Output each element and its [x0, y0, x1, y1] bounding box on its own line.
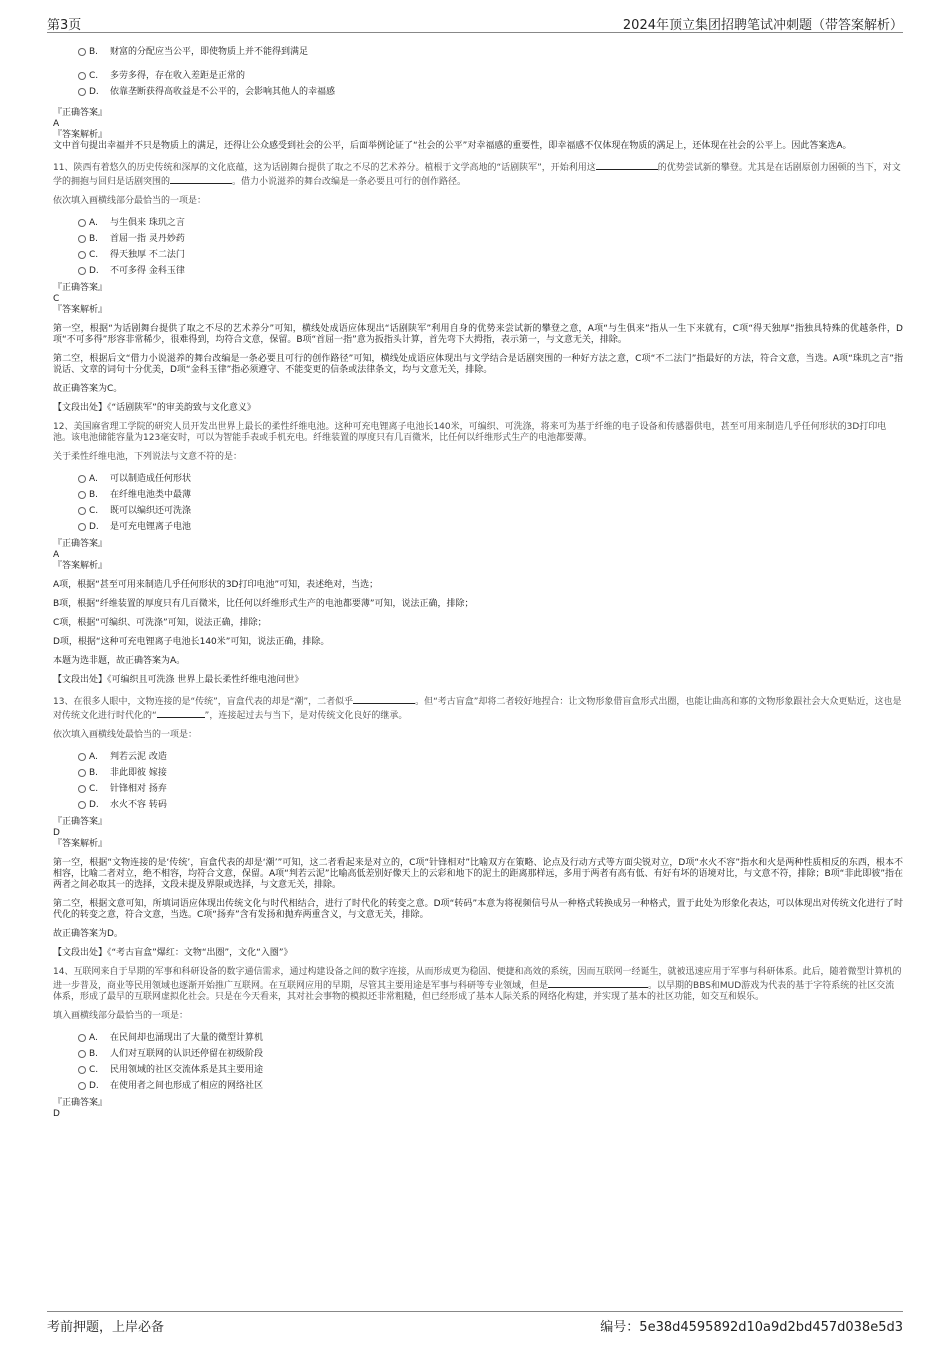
answer-label: 『正确答案』 [53, 108, 108, 118]
radio-icon[interactable] [78, 753, 86, 761]
radio-icon[interactable] [78, 1050, 86, 1058]
analysis-text: A项，根据“甚至可用来制造几乎任何形状的3D打印电池”可知，表述绝对，当选； [53, 580, 379, 590]
option-b[interactable]: B. 人们对互联网的认识还停留在初级阶段 [53, 1046, 903, 1062]
conclusion-text: 故正确答案为C。 [53, 384, 123, 394]
blank-line [157, 708, 205, 718]
page-number: 第3页 [47, 18, 82, 33]
question-stem: 11、陕西有着悠久的历史传统和深厚的文化底蕴，这为话剧舞台提供了取之不尽的艺术养分。植根于文学高地的“话剧陕军”，开始利用这 的优势尝试新的攀登。尤其是在话剧原创力困顿的当下，对文学的拥抱与回归是话剧突围的 。借力小说滋养的舞台改编是一条必要且可行的创作路径。 [53, 160, 903, 188]
question-13 [53, 694, 903, 959]
question-prompt: 依次填入画横线处最恰当的一项是： [53, 730, 198, 740]
radio-icon[interactable] [78, 785, 86, 793]
blank-line [353, 694, 415, 704]
question-14 [53, 967, 903, 1120]
analysis-text: D项，根据“这种可充电锂离子电池长140米”可知，说法正确，排除。 [53, 637, 330, 647]
answer-value: A [53, 119, 60, 129]
conclusion-text: 本题为选非题，故正确答案为A。 [53, 656, 186, 666]
analysis-label: 『答案解析』 [53, 305, 108, 315]
option-c[interactable]: C. 多劳多得，存在收入差距是正常的 [53, 68, 903, 84]
analysis-label: 『答案解析』 [53, 130, 108, 140]
option-b[interactable]: B. 财富的分配应当公平，即使物质上并不能得到满足 [53, 44, 903, 60]
radio-icon[interactable] [78, 72, 86, 80]
option-b[interactable]: B. 首屈一指 灵丹妙药 [53, 231, 903, 247]
option-a[interactable]: A. 与生俱来 珠玑之言 [53, 215, 903, 231]
document-content [53, 44, 903, 1120]
answer-value: D [53, 828, 60, 838]
source-line: 【文段出处】《可编织且可洗涤 世界上最长柔性纤维电池问世》 [53, 675, 304, 685]
footer-slogan: 考前押题，上岸必备 [47, 1320, 165, 1335]
question-stem: 14、互联网来自于早期的军事和科研设备的数字通信需求，通过构建设备之间的数字连接，从而形成更为稳固、便捷和高效的系统，因而互联网一经诞生，就被迅速应用于军事与科研体系。此后，随着微型计算机的进一步普及，商业等民用领域也逐渐开始推广互联网。在互联网应用的早期，尽管其主要用途是军事与科研等专业领域，但是 。以早期的BBS和MUD游戏为代表的基于字符系统的社区交流体系，形成了最早的互联网虚拟化社会。只是在今天看来，其对社会事物的模拟还非常粗糙，但已经形成了基本人际关系的网络化构建，并实现了基本的社区功能，如交互和娱乐。 [53, 967, 902, 1002]
analysis-text: 第二空，根据文意可知，所填词语应体现出传统文化与时代相结合，进行了时代化的转变之意。D项“转码”本意为将视频信号从一种格式转换成另一种格式，置于此处为形象化表达，可以体现出对传统文化进行了时代化的转变之意，符合文意，当选。C项“扬弃”含有发扬和抛弃两重含义，与文意无关，排除。 [53, 899, 903, 920]
option-d[interactable]: D. 是可充电锂离子电池 [53, 519, 903, 535]
option-b[interactable]: B. 在纤维电池类中最薄 [53, 487, 903, 503]
option-c[interactable]: C. 民用领域的社区交流体系是其主要用途 [53, 1062, 903, 1078]
option-d[interactable]: D. 水火不容 转码 [53, 797, 903, 813]
answer-label: 『正确答案』 [53, 1098, 108, 1108]
radio-icon[interactable] [78, 475, 86, 483]
option-a[interactable]: A. 可以制造成任何形状 [53, 471, 903, 487]
radio-icon[interactable] [78, 769, 86, 777]
answer-label: 『正确答案』 [53, 539, 108, 549]
radio-icon[interactable] [78, 267, 86, 275]
answer-label: 『正确答案』 [53, 817, 108, 827]
option-a[interactable]: A. 在民间却也涌现出了大量的微型计算机 [53, 1030, 903, 1046]
blank-line [170, 174, 232, 184]
analysis-text: B项，根据“纤维装置的厚度只有几百微米，比任何以纤维形式生产的电池都要薄”可知，说法正确，排除； [53, 599, 474, 609]
analysis-text: 第二空，根据后文“借力小说滋养的舞台改编是一条必要且可行的创作路径”可知，横线处成语应体现出与文学结合是话剧突围的一种好方法之意，C项“不二法门”指最好的方法，符合文意，当选。A项“珠玑之言”指说话、文章的词句十分优美，D项“金科玉律”指必须遵守、不能变更的信条或法律条文，均与文意无关，排除。 [53, 354, 903, 375]
option-c[interactable]: C. 得天独厚 不二法门 [53, 247, 903, 263]
page-header [47, 12, 903, 33]
radio-icon[interactable] [78, 1066, 86, 1074]
option-d[interactable]: D. 不可多得 金科玉律 [53, 263, 903, 279]
radio-icon[interactable] [78, 219, 86, 227]
analysis-text: 第一空，根据“为话剧舞台提供了取之不尽的艺术养分”可知，横线处成语应体现出“话剧陕军”利用自身的优势来尝试新的攀登之意，A项“与生俱来”指从一生下来就有，C项“得天独厚”指独具特殊的优越条件，D项“不可多得”形容非常稀少，很难得到，均符合文意，保留。B项“首屈一指”意为扳指头计算，首先弯下大拇指，表示第一，与文意无关，排除。 [53, 324, 903, 345]
radio-icon[interactable] [78, 1082, 86, 1090]
question-10 [53, 44, 903, 152]
radio-icon[interactable] [78, 507, 86, 515]
radio-icon[interactable] [78, 88, 86, 96]
source-line: 【文段出处】《“话剧陕军”的审美韵致与文化意义》 [53, 403, 256, 413]
option-d[interactable]: D. 在使用者之间也形成了相应的网络社区 [53, 1078, 903, 1094]
question-prompt: 关于柔性纤维电池，下列说法与文意不符的是： [53, 452, 243, 462]
source-line: 【文段出处】《“考古盲盒”爆红：文物“出圈”，文化“入圈”》 [53, 948, 293, 958]
answer-label: 『正确答案』 [53, 283, 108, 293]
radio-icon[interactable] [78, 801, 86, 809]
radio-icon[interactable] [78, 251, 86, 259]
blank-line [596, 160, 658, 170]
answer-value: C [53, 294, 60, 304]
radio-icon[interactable] [78, 235, 86, 243]
option-c[interactable]: C. 既可以编织还可洗涤 [53, 503, 903, 519]
radio-icon[interactable] [78, 491, 86, 499]
option-c[interactable]: C. 针锋相对 扬弃 [53, 781, 903, 797]
option-a[interactable]: A. 判若云泥 改造 [53, 749, 903, 765]
analysis-text: 第一空，根据“文物连接的是‘传统’，盲盒代表的却是‘潮’”可知，这二者看起来是对立的，C项“针锋相对”比喻双方在策略、论点及行动方式等方面尖锐对立，D项“水火不容”指水和火是两种性质相反的东西，根本不相容，比喻二者对立，绝不相容，均符合文意，保留。A项“判若云泥”比喻高低差别好像天上的云彩和地下的泥土的距离那样远，多用于两者有高有低、有好有坏的语境对比，与文意不符，排除；B项“非此即彼”指在两者之间必取其一的选择，文段未提及界限或选择，与文意无关，排除。 [53, 858, 903, 890]
analysis-label: 『答案解析』 [53, 839, 108, 849]
radio-icon[interactable] [78, 523, 86, 531]
analysis-text: C项，根据“可编织、可洗涤”可知，说法正确，排除； [53, 618, 267, 628]
question-prompt: 填入画横线部分最恰当的一项是： [53, 1011, 189, 1021]
document-code: 编号：5e38d4595892d10a9d2bd457d038e5d3 [600, 1320, 903, 1335]
question-12 [53, 422, 903, 686]
radio-icon[interactable] [78, 48, 86, 56]
question-prompt: 依次填入画横线部分最恰当的一项是： [53, 196, 207, 206]
question-11 [53, 160, 903, 414]
answer-value: D [53, 1109, 60, 1119]
option-d[interactable]: D. 依靠垄断获得高收益是不公平的，会影响其他人的幸福感 [53, 84, 903, 100]
analysis-text: 文中首句提出幸福并不只是物质上的满足，还得让公众感受到社会的公平，后面举例论证了“社会的公平”对幸福感的重要性，即幸福感不仅体现在物质的满足上，还体现在社会的公平上。因此答案选A。 [53, 141, 852, 151]
answer-value: A [53, 550, 60, 560]
question-stem: 13、在很多人眼中，文物连接的是“传统”，盲盒代表的却是“潮”，二者似乎 。但“考古盲盒”却将二者较好地捏合：让文物形象借盲盒形式出圈，也能让曲高和寡的文物形象跟社会大众更贴近，这也是对传统文化进行时代化的“ ”，连接起过去与当下，是对传统文化良好的继承。 [53, 694, 903, 722]
page-footer [47, 1311, 903, 1336]
question-stem: 12、美国麻省理工学院的研究人员开发出世界上最长的柔性纤维电池。这种可充电锂离子电池长140米，可编织、可洗涤，将来可为基于纤维的电子设备和传感器供电，甚至可用来制造几乎任何形状的3D打印电池。该电池储能容量为123毫安时，可以为智能手表或手机充电。纤维装置的厚度只有几百微米，比任何以纤维形式生产的电池都要薄。 [53, 422, 887, 443]
analysis-label: 『答案解析』 [53, 561, 108, 571]
option-b[interactable]: B. 非此即彼 嫁接 [53, 765, 903, 781]
document-title: 2024年顶立集团招聘笔试冲刺题（带答案解析） [622, 18, 903, 33]
conclusion-text: 故正确答案为D。 [53, 929, 123, 939]
blank-line [548, 978, 648, 988]
radio-icon[interactable] [78, 1034, 86, 1042]
